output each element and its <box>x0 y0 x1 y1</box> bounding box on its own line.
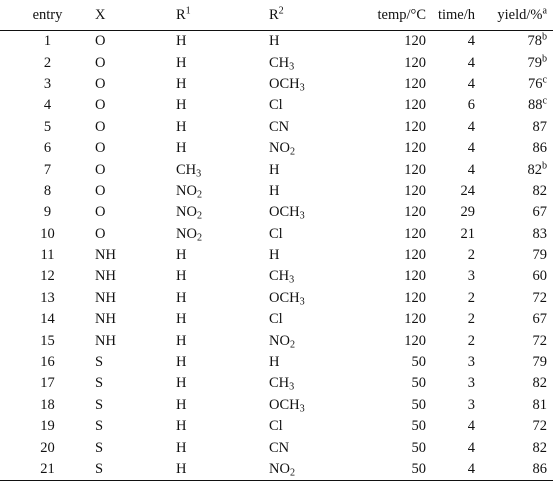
cell-r2-subscript: 3 <box>289 61 295 73</box>
table-row <box>0 330 553 351</box>
cell-yield <box>489 309 553 330</box>
cell-yield-superscript: c <box>542 95 547 107</box>
cell-yield <box>489 330 553 351</box>
cell-time: 3 <box>467 375 475 392</box>
header-r2-base: R <box>269 6 279 23</box>
cell-time: 2 <box>467 311 475 328</box>
cell-r1-base: H <box>176 247 187 264</box>
cell-r1-base: H <box>176 75 187 92</box>
cell-x: O <box>95 161 106 178</box>
header-r1 <box>176 0 269 31</box>
cell-r2 <box>269 138 348 159</box>
cell-yield-base: 76 <box>528 75 543 92</box>
cell-time: 2 <box>467 332 475 349</box>
cell-r2 <box>269 266 348 287</box>
cell-yield-base: 78 <box>527 33 542 50</box>
cell-temp: 120 <box>404 140 426 157</box>
table-row <box>0 288 553 309</box>
cell-r2-base: H <box>269 247 280 264</box>
table-row <box>0 74 553 95</box>
table-row <box>0 245 553 266</box>
cell-entry: 16 <box>40 354 55 371</box>
cell-r1 <box>176 437 269 458</box>
cell-r1 <box>176 245 269 266</box>
cell-yield-base: 87 <box>532 118 547 135</box>
cell-r1-base: NO <box>176 182 197 199</box>
cell-yield <box>489 202 553 223</box>
cell-r2 <box>269 117 348 138</box>
cell-r1-base: H <box>176 461 187 477</box>
cell-r2 <box>269 395 348 416</box>
cell-temp: 50 <box>348 459 430 481</box>
cell-temp: 120 <box>404 332 426 349</box>
cell-time: 2 <box>467 289 475 306</box>
cell-yield <box>489 95 553 116</box>
cell-temp: 120 <box>404 289 426 306</box>
cell-entry: 14 <box>40 311 55 328</box>
cell-time: 4 <box>467 439 475 456</box>
cell-r2-base: CH <box>269 54 290 71</box>
cell-r1-base: H <box>176 354 187 371</box>
cell-time: 4 <box>467 118 475 135</box>
table-row <box>0 95 553 116</box>
cell-yield-superscript: b <box>541 159 547 171</box>
cell-r1 <box>176 266 269 287</box>
cell-yield <box>489 224 553 245</box>
cell-r1 <box>176 224 269 245</box>
cell-r2 <box>269 159 348 180</box>
header-r2-superscript: 2 <box>278 4 284 16</box>
cell-r1-base: H <box>176 118 187 135</box>
cell-entry: 20 <box>40 439 55 456</box>
cell-r1-base: H <box>176 332 187 349</box>
table-row <box>0 31 553 53</box>
cell-temp: 120 <box>404 161 426 178</box>
cell-entry: 11 <box>40 247 55 264</box>
cell-yield <box>489 266 553 287</box>
cell-entry: 4 <box>43 97 52 114</box>
cell-r2-base: CH <box>269 268 290 285</box>
cell-entry: 9 <box>43 204 52 221</box>
cell-yield <box>489 138 553 159</box>
cell-x: NH <box>95 311 116 328</box>
cell-r2 <box>269 52 348 73</box>
cell-r2-base: Cl <box>269 97 283 114</box>
table-row <box>0 266 553 287</box>
cell-temp: 120 <box>404 54 426 71</box>
cell-time: 4 <box>467 75 475 92</box>
table-row <box>0 138 553 159</box>
cell-r1-base: H <box>176 97 187 114</box>
table-body <box>0 31 553 481</box>
cell-yield <box>489 74 553 95</box>
cell-r1 <box>176 52 269 73</box>
cell-r2-base: NO <box>269 461 290 477</box>
table-row <box>0 416 553 437</box>
cell-yield <box>489 245 553 266</box>
cell-r1 <box>176 309 269 330</box>
cell-r1 <box>176 416 269 437</box>
cell-x: O <box>95 225 106 242</box>
cell-r2 <box>269 330 348 351</box>
cell-entry: 2 <box>43 54 52 71</box>
table-row <box>0 224 553 245</box>
cell-yield <box>489 373 553 394</box>
cell-entry: 18 <box>40 396 55 413</box>
cell-x: NH <box>95 289 116 306</box>
cell-entry: 3 <box>43 75 52 92</box>
cell-yield-base: 79 <box>532 354 547 371</box>
cell-r2-base: CN <box>269 439 290 456</box>
cell-yield-base: 72 <box>532 289 547 306</box>
cell-entry: 1 <box>43 33 52 50</box>
cell-r1-base: H <box>176 54 187 71</box>
cell-entry: 12 <box>40 268 55 285</box>
cell-x: O <box>95 204 106 221</box>
cell-x: O <box>95 118 106 135</box>
cell-time: 4 <box>467 140 475 157</box>
cell-x: O <box>95 54 106 71</box>
header-entry <box>0 0 95 31</box>
cell-entry: 15 <box>40 332 55 349</box>
cell-r2 <box>269 95 348 116</box>
cell-r2 <box>269 352 348 373</box>
header-entry-label: entry <box>32 6 63 23</box>
table-row <box>0 459 553 481</box>
cell-yield-base: 67 <box>532 311 547 328</box>
cell-r2-subscript: 3 <box>289 381 295 393</box>
cell-time: 3 <box>467 268 475 285</box>
cell-yield <box>489 288 553 309</box>
cell-r1-base: NO <box>176 204 197 221</box>
cell-r2-subscript: 3 <box>299 403 305 415</box>
cell-x: O <box>95 97 106 114</box>
cell-r2 <box>269 459 348 481</box>
cell-temp: 50 <box>411 375 426 392</box>
cell-r1 <box>176 288 269 309</box>
cell-entry: 19 <box>40 418 55 435</box>
cell-r1 <box>176 330 269 351</box>
table-row <box>0 181 553 202</box>
cell-r1-subscript: 2 <box>196 232 203 244</box>
cell-r1-base: H <box>176 33 187 50</box>
header-yield-base: yield/% <box>497 6 543 23</box>
cell-r1-subscript: 3 <box>196 168 202 180</box>
table-row <box>0 437 553 458</box>
cell-yield <box>489 459 553 481</box>
cell-r1 <box>176 138 269 159</box>
header-x-label: X <box>95 6 106 23</box>
table-row <box>0 117 553 138</box>
cell-entry: 10 <box>40 225 55 242</box>
cell-yield-base: 72 <box>532 418 547 435</box>
cell-r1 <box>176 31 269 53</box>
cell-time: 4 <box>467 161 475 178</box>
cell-r2-base: OCH <box>269 289 300 306</box>
cell-entry: 5 <box>43 118 52 135</box>
cell-r2-subscript: 2 <box>289 146 296 158</box>
cell-r2 <box>269 416 348 437</box>
cell-temp: 50 <box>411 418 426 435</box>
cell-r1 <box>176 373 269 394</box>
cell-r1-base: H <box>176 268 187 285</box>
cell-entry: 13 <box>40 289 55 306</box>
cell-x: NH <box>95 332 116 349</box>
cell-r2-base: Cl <box>269 311 283 328</box>
cell-entry: 17 <box>40 375 55 392</box>
cell-yield <box>489 181 553 202</box>
cell-r2-base: OCH <box>269 204 300 221</box>
header-x <box>95 0 176 31</box>
cell-r2 <box>269 437 348 458</box>
cell-temp: 50 <box>411 354 426 371</box>
cell-yield <box>489 52 553 73</box>
cell-r2 <box>269 288 348 309</box>
table-row <box>0 52 553 73</box>
cell-r2-subscript: 2 <box>289 467 296 479</box>
cell-r1-base: H <box>176 289 187 306</box>
header-time-label: time/h <box>437 6 475 23</box>
table-row <box>0 395 553 416</box>
cell-r1-base: CH <box>176 161 197 178</box>
cell-r2-base: Cl <box>269 225 283 242</box>
cell-x: O <box>95 33 106 50</box>
cell-r1 <box>176 95 269 116</box>
cell-r1 <box>176 202 269 223</box>
cell-r2 <box>269 74 348 95</box>
cell-yield <box>489 117 553 138</box>
cell-entry: 21 <box>0 459 95 481</box>
cell-time: 29 <box>460 204 475 221</box>
cell-time: 3 <box>467 354 475 371</box>
cell-time: 6 <box>467 97 475 114</box>
cell-r2 <box>269 181 348 202</box>
cell-entry: 8 <box>43 182 52 199</box>
cell-time: 4 <box>430 459 489 481</box>
table-row <box>0 202 553 223</box>
header-yield <box>489 0 553 31</box>
cell-r2-subscript: 3 <box>299 82 305 94</box>
cell-yield-superscript: b <box>541 31 547 43</box>
table-row <box>0 309 553 330</box>
cell-temp: 120 <box>404 247 426 264</box>
cell-r2-subscript: 3 <box>299 296 305 308</box>
cell-r2-base: OCH <box>269 75 300 92</box>
header-temp <box>348 0 430 31</box>
cell-temp: 120 <box>404 204 426 221</box>
cell-yield <box>489 416 553 437</box>
cell-r2 <box>269 202 348 223</box>
header-row <box>0 0 553 31</box>
cell-r1-base: H <box>176 396 187 413</box>
cell-x: S <box>95 375 104 392</box>
cell-r2-base: H <box>269 182 280 199</box>
cell-x: S <box>95 354 104 371</box>
cell-r2-base: H <box>269 33 280 50</box>
cell-yield-base: 67 <box>532 204 547 221</box>
cell-x: S <box>95 418 104 435</box>
cell-yield <box>489 31 553 53</box>
cell-temp: 120 <box>404 33 426 50</box>
cell-r2-base: Cl <box>269 418 283 435</box>
cell-yield <box>489 437 553 458</box>
cell-time: 2 <box>467 247 475 264</box>
cell-yield-base: 79 <box>527 54 542 71</box>
cell-r1 <box>176 159 269 180</box>
cell-r1 <box>176 181 269 202</box>
cell-yield-base: 72 <box>532 332 547 349</box>
cell-yield-base: 82 <box>527 161 542 178</box>
header-time <box>430 0 489 31</box>
cell-time: 3 <box>467 396 475 413</box>
cell-r1 <box>176 74 269 95</box>
cell-time: 4 <box>467 54 475 71</box>
cell-x: S <box>95 439 104 456</box>
header-r2 <box>269 0 348 31</box>
cell-r1-base: NO <box>176 225 197 242</box>
cell-r1-base: H <box>176 311 187 328</box>
cell-yield-base: 86 <box>532 140 547 157</box>
header-r1-superscript: 1 <box>185 4 191 16</box>
cell-r1-subscript: 2 <box>196 189 203 201</box>
cell-r1 <box>176 395 269 416</box>
cell-temp: 120 <box>404 75 426 92</box>
cell-temp: 120 <box>404 118 426 135</box>
cell-r2-base: H <box>269 354 280 371</box>
cell-r1 <box>176 352 269 373</box>
cell-r1 <box>176 117 269 138</box>
cell-r1-base: H <box>176 375 187 392</box>
cell-temp: 120 <box>404 97 426 114</box>
cell-yield-base: 83 <box>532 225 547 242</box>
cell-r2-base: CN <box>269 118 290 135</box>
table-row <box>0 373 553 394</box>
cell-r1-subscript: 2 <box>196 210 203 222</box>
cell-x: S <box>95 459 176 481</box>
cell-temp: 120 <box>404 268 426 285</box>
cell-x: NH <box>95 247 116 264</box>
cell-r2-base: NO <box>269 332 290 349</box>
cell-x: O <box>95 140 106 157</box>
cell-time: 4 <box>467 418 475 435</box>
cell-yield-base: 88 <box>528 97 543 114</box>
cell-yield <box>489 395 553 416</box>
cell-temp: 50 <box>411 439 426 456</box>
cell-temp: 50 <box>411 396 426 413</box>
table-row <box>0 159 553 180</box>
cell-time: 21 <box>460 225 475 242</box>
cell-x: O <box>95 75 106 92</box>
cell-yield-base: 79 <box>532 247 547 264</box>
cell-time: 24 <box>460 182 475 199</box>
cell-yield-base: 82 <box>532 182 547 199</box>
cell-r1 <box>176 459 269 481</box>
cell-r2-base: OCH <box>269 396 300 413</box>
cell-yield-superscript: c <box>542 74 547 86</box>
cell-x: O <box>95 182 106 199</box>
cell-entry: 6 <box>43 140 52 157</box>
cell-r2 <box>269 245 348 266</box>
cell-r1-base: H <box>176 439 187 456</box>
cell-temp: 120 <box>404 225 426 242</box>
cell-r2 <box>269 373 348 394</box>
cell-r2-subscript: 3 <box>299 210 305 222</box>
cell-r1-base: H <box>176 140 187 157</box>
cell-yield-base: 81 <box>532 396 547 413</box>
cell-yield <box>489 352 553 373</box>
cell-r2-subscript: 3 <box>289 275 295 287</box>
cell-yield-base: 60 <box>532 268 547 285</box>
cell-yield-base: 82 <box>532 439 547 456</box>
cell-yield-base: 82 <box>532 375 547 392</box>
cell-r2 <box>269 31 348 53</box>
header-r1-base: R <box>176 6 186 23</box>
cell-temp: 120 <box>404 311 426 328</box>
cell-x: S <box>95 396 104 413</box>
cell-r2-base: CH <box>269 375 290 392</box>
table-row <box>0 352 553 373</box>
cell-r1-base: H <box>176 418 187 435</box>
cell-time: 4 <box>467 33 475 50</box>
cell-yield-base: 86 <box>532 461 547 477</box>
cell-r2 <box>269 224 348 245</box>
header-temp-label: temp/°C <box>377 6 426 23</box>
header-yield-superscript: a <box>542 4 547 16</box>
cell-yield <box>489 159 553 180</box>
cell-temp: 120 <box>404 182 426 199</box>
cell-r2-base: NO <box>269 140 290 157</box>
cell-r2-base: H <box>269 161 280 178</box>
cell-entry: 7 <box>43 161 52 178</box>
cell-r2-subscript: 2 <box>289 339 296 351</box>
cell-x: NH <box>95 268 116 285</box>
cell-yield-superscript: b <box>541 53 547 64</box>
cell-r2 <box>269 309 348 330</box>
